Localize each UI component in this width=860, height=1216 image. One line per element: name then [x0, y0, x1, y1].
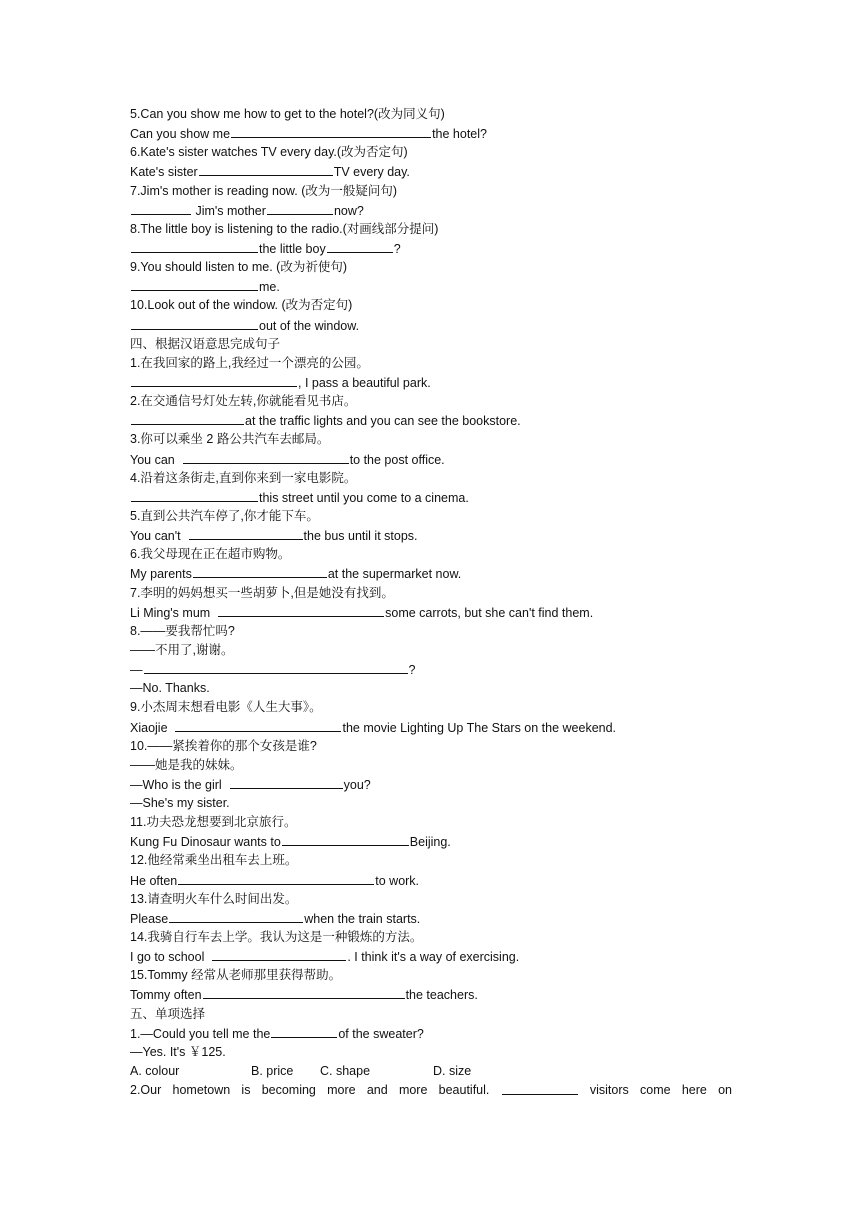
q2-word: more [398, 1083, 428, 1098]
s3-q5-answer: Can you show me the hotel? [130, 124, 732, 143]
s4-q1-english: , I pass a beautiful park. [130, 373, 732, 392]
s3-q6-prompt: 6.Kate's sister watches TV every day.(改为否定句) [130, 145, 408, 160]
answer-blank[interactable] [175, 718, 341, 732]
s5-q1-stem: 1.—Could you tell me the of the sweater? [130, 1024, 732, 1043]
q2-word: hometown [172, 1083, 231, 1098]
answer-blank[interactable] [327, 239, 393, 253]
s4-q5-english: You can't the bus until it stops. [130, 526, 732, 545]
answer-blank[interactable] [267, 201, 333, 215]
s4-q12-chinese: 12.他经常乘坐出租车去上班。 [130, 853, 298, 868]
option-d[interactable]: D. size [433, 1064, 472, 1079]
s4-q13-chinese: 13.请查明火车什么时间出发。 [130, 891, 298, 906]
s4-q10-english-a: —Who is the girl you? [130, 775, 732, 794]
s3-q6-answer: Kate's sister TV every day. [130, 162, 732, 181]
s4-q9-chinese: 9.小杰周末想看电影《人生大事》。 [130, 700, 322, 715]
s4-q9-english: Xiaojie the movie Lighting Up The Stars on the weekend. [130, 718, 732, 737]
option-a[interactable]: A. colour [130, 1064, 180, 1079]
answer-blank[interactable] [230, 775, 343, 789]
answer-blank[interactable] [131, 201, 191, 215]
s4-q12-english: He often to work. [130, 871, 732, 890]
s4-q5-chinese: 5.直到公共汽车停了,你才能下车。 [130, 508, 319, 523]
q2-word: more [327, 1083, 356, 1098]
answer-blank[interactable] [502, 1081, 578, 1095]
s4-q6-english: My parents at the supermarket now. [130, 564, 732, 583]
s5-q1-reply: —Yes. It's ￥125. [130, 1044, 226, 1059]
s4-q3-english: You can to the post office. [130, 450, 732, 469]
q2-word: is [241, 1083, 251, 1098]
s3-q5-prompt: 5.Can you show me how to get to the hotel?(改为同义句) [130, 107, 445, 121]
s4-q14-chinese: 14.我骑自行车去上学。我认为这是一种锻炼的方法。 [130, 930, 423, 945]
answer-blank[interactable] [144, 660, 408, 674]
s5-q1-options [130, 1062, 732, 1081]
q2-word: becoming [261, 1083, 316, 1098]
answer-blank[interactable] [131, 316, 258, 330]
answer-blank[interactable] [131, 411, 244, 425]
s4-q1-chinese: 1.在我回家的路上,我经过一个漂亮的公园。 [130, 355, 369, 370]
answer-blank[interactable] [131, 488, 258, 502]
answer-blank[interactable] [131, 277, 258, 291]
section-4-heading: 四、根据汉语意思完成句子 [130, 336, 281, 351]
s4-q2-english: at the traffic lights and you can see the bookstore. [130, 411, 732, 430]
answer-blank[interactable] [231, 124, 431, 138]
s4-q15-english: Tommy often the teachers. [130, 985, 732, 1004]
s4-q10-chinese-a: 10.——紧挨着你的那个女孩是谁? [130, 738, 317, 753]
s4-q6-chinese: 6.我父母现在正在超市购物。 [130, 547, 291, 562]
s4-q11-chinese: 11.功夫恐龙想要到北京旅行。 [130, 815, 297, 830]
answer-blank[interactable] [131, 239, 258, 253]
answer-blank[interactable] [131, 373, 297, 387]
option-c[interactable]: C. shape [320, 1064, 371, 1079]
s4-q3-chinese: 3.你可以乘坐 2 路公共汽车去邮局。 [130, 432, 330, 447]
answer-blank[interactable] [282, 832, 409, 846]
s4-q8-english-a: — ? [130, 660, 732, 679]
s3-q10-answer: out of the window. [130, 316, 732, 335]
worksheet [130, 105, 732, 1100]
answer-blank[interactable] [212, 947, 346, 961]
s4-q13-english: Please when the train starts. [130, 909, 732, 928]
answer-blank[interactable] [183, 450, 349, 464]
s3-q9-prompt: 9.You should listen to me. (改为祈使句) [130, 260, 347, 275]
q2-word: and [366, 1083, 388, 1098]
section-5-heading: 五、单项选择 [130, 1006, 206, 1021]
answer-blank[interactable] [203, 985, 405, 999]
q2-word: 2.Our [130, 1083, 162, 1098]
s5-q2-stem [130, 1081, 732, 1100]
s4-q4-english: this street until you come to a cinema. [130, 488, 732, 507]
s3-q9-answer: me. [130, 277, 732, 296]
q2-word: beautiful. [438, 1083, 490, 1098]
s3-q8-prompt: 8.The little boy is listening to the radio.(对画线部分提问) [130, 221, 439, 236]
s4-q10-chinese-b: ——她是我的妹妹。 [130, 757, 243, 772]
s4-q7-english: Li Ming's mum some carrots, but she can't find them. [130, 603, 732, 622]
q2-word: come [640, 1083, 671, 1098]
answer-blank[interactable] [169, 909, 303, 923]
s4-q7-chinese: 7.李明的妈妈想买一些胡萝卜,但是她没有找到。 [130, 585, 394, 600]
option-b[interactable]: B. price [251, 1064, 294, 1079]
answer-blank[interactable] [189, 526, 303, 540]
answer-blank[interactable] [199, 162, 333, 176]
s4-q8-chinese-a: 8.——要我帮忙吗? [130, 623, 235, 638]
s4-q10-english-b: —She's my sister. [130, 796, 230, 811]
answer-blank[interactable] [271, 1024, 337, 1038]
q2-word: here [681, 1083, 707, 1098]
s4-q15-chinese: 15.Tommy 经常从老师那里获得帮助。 [130, 968, 342, 983]
s3-q7-prompt: 7.Jim's mother is reading now. (改为一般疑问句) [130, 183, 398, 198]
answer-blank[interactable] [178, 871, 374, 885]
q2-word: on [718, 1083, 732, 1098]
answer-blank[interactable] [218, 603, 384, 617]
q2-word: visitors [589, 1083, 629, 1098]
s3-q8-answer: the little boy ? [130, 239, 732, 258]
s3-q7-answer: Jim's mother now? [130, 201, 732, 220]
answer-blank[interactable] [193, 564, 327, 578]
s4-q14-english: I go to school . I think it's a way of exercising. [130, 947, 732, 966]
s4-q8-chinese-b: ——不用了,谢谢。 [130, 642, 234, 657]
s3-q10-prompt: 10.Look out of the window. (改为否定句) [130, 298, 353, 313]
s4-q2-chinese: 2.在交通信号灯处左转,你就能看见书店。 [130, 394, 357, 409]
s4-q11-english: Kung Fu Dinosaur wants to Beijing. [130, 832, 732, 851]
s4-q8-english-b: —No. Thanks. [130, 681, 210, 696]
s4-q4-chinese: 4.沿着这条街走,直到你来到一家电影院。 [130, 470, 357, 485]
